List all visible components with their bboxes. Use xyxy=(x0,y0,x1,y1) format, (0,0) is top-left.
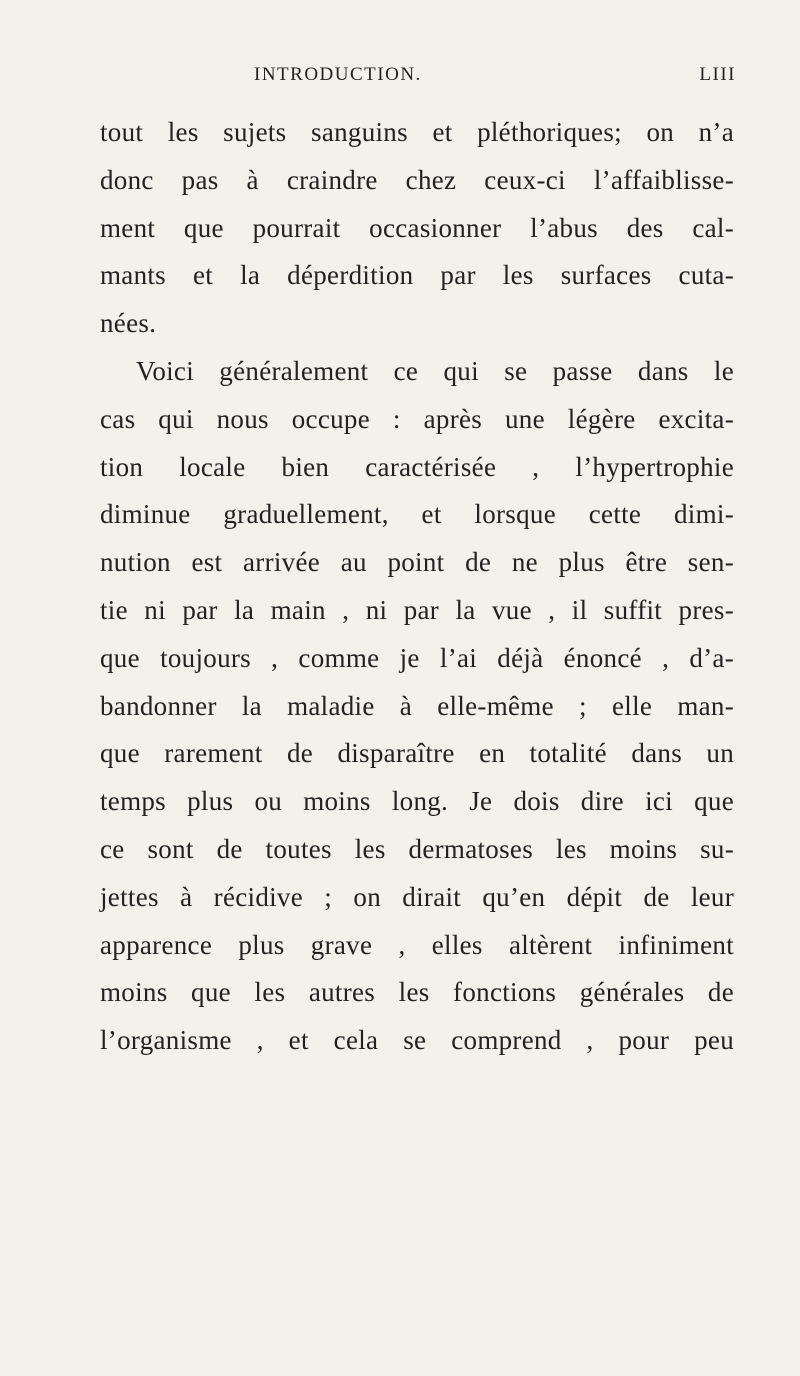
text-line: l’organisme , et cela se comprend , pour peu xyxy=(100,1025,734,1056)
text-line: que rarement de disparaître en totalité dans un xyxy=(100,738,734,769)
text-line: nées. xyxy=(100,308,157,339)
text-line: moins que les autres les fonctions générales de xyxy=(100,977,734,1008)
text-line: nution est arrivée au point de ne plus être sen- xyxy=(100,547,734,578)
text-line: jettes à récidive ; on dirait qu’en dépit de leur xyxy=(100,881,734,912)
text-line: donc pas à craindre chez ceux-ci l’affaiblisse- xyxy=(100,164,734,195)
text-line: ce sont de toutes les dermatoses les moins su- xyxy=(100,833,734,864)
running-title: INTRODUCTION. xyxy=(254,64,422,85)
text-line: bandonner la maladie à elle-même ; elle man- xyxy=(100,690,734,721)
text-line: cas qui nous occupe : après une légère excita- xyxy=(100,403,734,434)
running-head xyxy=(96,62,736,92)
text-line: ment que pourrait occasionner l’abus des cal- xyxy=(100,212,734,243)
body-text xyxy=(100,109,734,1065)
text-line: tie ni par la main , ni par la vue , il suffit pres- xyxy=(100,594,734,625)
text-line: apparence plus grave , elles altèrent infiniment xyxy=(100,929,734,960)
text-line: mants et la déperdition par les surfaces cuta- xyxy=(100,260,734,291)
text-line: temps plus ou moins long. Je dois dire ici que xyxy=(100,786,734,817)
text-line: tion locale bien caractérisée , l’hypertrophie xyxy=(100,451,734,482)
text-line: que toujours , comme je l’ai déjà énoncé , d’a- xyxy=(100,642,734,673)
paragraph-first-line: Voici généralement ce qui se passe dans le xyxy=(136,355,734,386)
text-line: tout les sujets sanguins et pléthoriques; on n’a xyxy=(100,117,734,147)
page-number: LIII xyxy=(699,64,736,85)
text-line: diminue graduellement, et lorsque cette dimi- xyxy=(100,499,734,530)
